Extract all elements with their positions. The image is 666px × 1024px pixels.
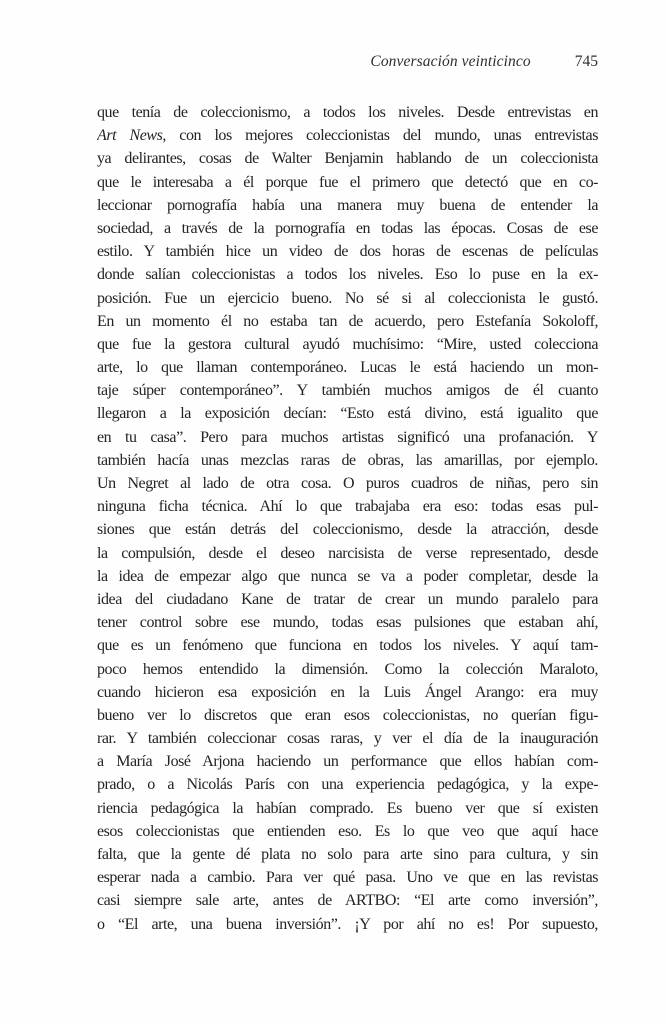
text-line: que fue la gestora cultural ayudó muchísimo: “Mire, usted colecciona bbox=[97, 335, 598, 353]
page-number: 745 bbox=[574, 53, 598, 70]
text-line: esos coleccionistas que entienden eso. Es lo que veo que aquí hace bbox=[97, 822, 598, 840]
text-line: la idea de empezar algo que nunca se va a poder completar, desde la bbox=[97, 567, 598, 585]
text-line: idea del ciudadano Kane de tratar de crear un mundo paralelo para bbox=[97, 590, 598, 608]
text-line: en tu casa”. Pero para muchos artistas significó una profanación. Y bbox=[97, 428, 598, 446]
text-line: ya delirantes, cosas de Walter Benjamin hablando de un coleccionista bbox=[97, 150, 598, 168]
text-line: cuando hicieron esa exposición en la Luis Ángel Arango: era muy bbox=[97, 683, 598, 701]
text-line: arte, lo que llaman contemporáneo. Lucas le está haciendo un mon- bbox=[97, 359, 598, 377]
text-line: que es un fenómeno que funciona en todos los niveles. Y aquí tam- bbox=[97, 637, 598, 655]
text-line: taje súper contemporáneo”. Y también muchos amigos de él cuanto bbox=[97, 382, 598, 400]
text-line: poco hemos entendido la dimensión. Como la colección Maraloto, bbox=[97, 660, 598, 678]
text-line: a María José Arjona haciendo un performance que ellos habían com- bbox=[97, 753, 598, 771]
text-line: también hacía unas mezclas raras de obras, las amarillas, por ejemplo. bbox=[97, 451, 598, 469]
running-title: Conversación veinticinco bbox=[370, 53, 531, 70]
text-line: o “El arte, una buena inversión”. ¡Y por ahí no es! Por supuesto, bbox=[97, 915, 598, 933]
text-line: esperar nada a cambio. Para ver qué pasa. Uno ve que en las revistas bbox=[97, 869, 598, 887]
text-line: falta, que la gente dé plata no solo para arte sino para cultura, y sin bbox=[97, 846, 598, 863]
text-line: que le interesaba a él porque fue el primero que detectó que en co- bbox=[97, 173, 598, 191]
text-line: sociedad, a través de la pornografía en todas las épocas. Cosas de ese bbox=[97, 219, 598, 237]
text-line: tener control sobre ese mundo, todas esas pulsiones que estaban ahí, bbox=[97, 614, 598, 632]
text-line: En un momento él no estaba tan de acuerdo, pero Estefanía Sokoloff, bbox=[97, 312, 598, 330]
text-line: bueno ver lo discretos que eran esos coleccionistas, no querían figu- bbox=[97, 706, 598, 724]
text-line: prado, o a Nicolás París con una experiencia pedagógica, y la expe- bbox=[97, 776, 598, 794]
text-line: Un Negret al lado de otra cosa. O puros cuadros de niñas, pero sin bbox=[97, 475, 598, 492]
body-text bbox=[97, 101, 598, 936]
text-line: que tenía de coleccionismo, a todos los niveles. Desde entrevistas en bbox=[97, 104, 598, 121]
text-line: la compulsión, desde el deseo narcisista de verse representado, desde bbox=[97, 544, 598, 562]
text-line: casi siempre sale arte, antes de ARTBO: “El arte como inversión”, bbox=[97, 892, 598, 910]
text-line: Art News, con los mejores coleccionistas del mundo, unas entrevistas bbox=[97, 127, 598, 145]
text-line: rar. Y también coleccionar cosas raras, y ver el día de la inauguración bbox=[97, 730, 598, 748]
text-line: riencia pedagógica la habían comprado. Es bueno ver que sí existen bbox=[97, 799, 598, 817]
text-line: llegaron a la exposición decían: “Esto está divino, está igualito que bbox=[97, 405, 598, 423]
text-line: estilo. Y también hice un video de dos horas de escenas de películas bbox=[97, 243, 598, 261]
text-line: donde salían coleccionistas a todos los niveles. Eso lo puse en la ex- bbox=[97, 266, 598, 284]
text-line: posición. Fue un ejercicio bueno. No sé si al coleccionista le gustó. bbox=[97, 289, 598, 307]
page-header bbox=[97, 53, 598, 71]
text-line: leccionar pornografía había una manera muy buena de entender la bbox=[97, 196, 598, 214]
text-line: siones que están detrás del coleccionismo, desde la atracción, desde bbox=[97, 521, 598, 539]
text-line: ninguna ficha técnica. Ahí lo que trabajaba era eso: todas esas pul- bbox=[97, 498, 598, 516]
